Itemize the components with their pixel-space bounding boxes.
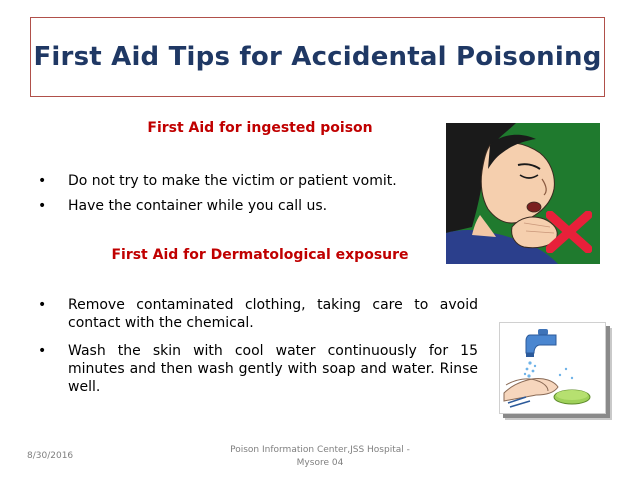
bullet-glyph: • [38, 297, 47, 313]
list-item [38, 342, 478, 396]
ingested-bullet-list [38, 172, 478, 222]
section-heading-ingested: First Aid for ingested poison [147, 120, 373, 136]
hand-washing-illustration [499, 322, 606, 414]
list-item [38, 197, 478, 215]
bullet-text: Do not try to make the victim or patient vomit. [68, 173, 397, 189]
bullet-glyph: • [38, 173, 47, 189]
bullet-glyph: • [38, 198, 47, 214]
bullet-glyph: • [38, 343, 47, 359]
vomiting-person-illustration [446, 123, 600, 264]
list-item [38, 172, 478, 190]
footer-source-line1: Poison Information Center,JSS Hospital - [230, 445, 410, 455]
bullet-text: Have the container while you call us. [68, 198, 328, 214]
footer-source [220, 444, 420, 470]
red-x-icon [546, 211, 592, 253]
dermatological-bullet-list [38, 296, 478, 406]
section-heading-dermatological: First Aid for Dermatological exposure [111, 247, 409, 263]
slide-title: First Aid Tips for Accidental Poisoning [33, 42, 602, 72]
footer-source-line2: Mysore 04 [296, 458, 344, 468]
faucet-hands-svg [500, 323, 605, 413]
bullet-text: Remove contaminated clothing, taking care to avoid contact with the chemical. [68, 297, 478, 331]
list-item [38, 296, 478, 332]
footer-date: 8/30/2016 [27, 451, 74, 461]
bullet-text: Wash the skin with cool water continuously for 15 minutes and then wash gently with soap and water. Rinse well. [68, 343, 478, 395]
title-box [30, 17, 605, 97]
